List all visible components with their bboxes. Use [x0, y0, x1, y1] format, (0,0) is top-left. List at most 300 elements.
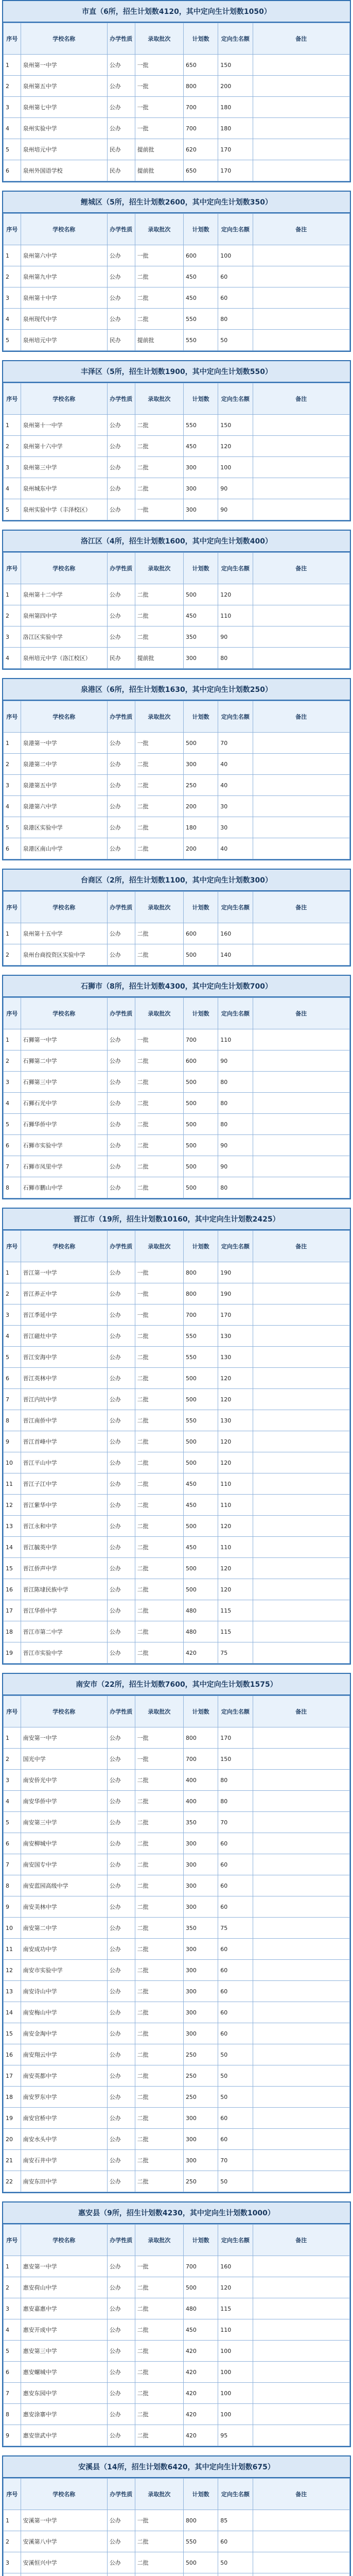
table-row [4, 2150, 350, 2171]
table-cell [253, 1516, 349, 1537]
table-cell: 450 [183, 2319, 218, 2341]
table-cell: 5 [4, 1114, 21, 1135]
table-cell: 180 [218, 118, 253, 139]
table-cell: 一批 [135, 1029, 183, 1050]
table-cell [253, 1410, 349, 1431]
table-cell: 160 [218, 2256, 253, 2277]
table-cell: 7 [4, 1389, 21, 1410]
table-cell: 一批 [135, 245, 183, 266]
table-cell: 二批 [135, 2044, 183, 2065]
table-cell: 晋江安海中学 [21, 1347, 107, 1368]
school-table [3, 891, 350, 965]
column-header: 序号 [4, 998, 21, 1029]
table-cell: 石狮石光中学 [21, 1093, 107, 1114]
table-cell: 二批 [135, 1516, 183, 1537]
school-table [3, 2224, 350, 2446]
table-cell: 一批 [135, 1304, 183, 1326]
table-cell: 4 [4, 1326, 21, 1347]
table-cell: 二批 [135, 1642, 183, 1664]
table-cell: 洛江区实验中学 [21, 626, 107, 648]
table-cell: 惠安第一中学 [21, 2256, 107, 2277]
table-cell: 300 [183, 457, 218, 478]
table-cell [253, 499, 349, 520]
table-cell: 6 [4, 1833, 21, 1854]
table-cell: 80 [218, 1072, 253, 1093]
table-cell: 2 [4, 1050, 21, 1072]
table-cell: 40 [218, 775, 253, 796]
table-cell: 民办 [107, 160, 135, 181]
table-cell: 南安梅山中学 [21, 2002, 107, 2023]
table-cell: 7 [4, 1156, 21, 1177]
table-cell: 80 [218, 1093, 253, 1114]
table-cell: 二批 [135, 1368, 183, 1389]
table-cell: 700 [183, 97, 218, 118]
table-cell: 提前批 [135, 139, 183, 160]
table-row [4, 1770, 350, 1791]
table-row [4, 775, 350, 796]
table-cell: 二批 [135, 838, 183, 859]
column-header: 录取批次 [135, 1696, 183, 1727]
table-cell: 南安成功中学 [21, 1939, 107, 1960]
table-cell: 800 [183, 2510, 218, 2531]
table-cell: 泉州培元中学 [21, 330, 107, 351]
column-header: 学校名称 [21, 892, 107, 923]
table-cell: 500 [183, 1558, 218, 1579]
table-cell: 二批 [135, 1072, 183, 1093]
table-body [4, 55, 350, 181]
table-cell: 180 [183, 817, 218, 838]
table-cell: 南安石井中学 [21, 2150, 107, 2171]
table-cell: 二批 [135, 436, 183, 457]
table-cell: 公办 [107, 1896, 135, 1918]
table-cell: 60 [218, 2002, 253, 2023]
table-cell: 40 [218, 838, 253, 859]
table-cell: 二批 [135, 1156, 183, 1177]
table-cell: 晋江南侨中学 [21, 1410, 107, 1431]
table-cell: 南安美林中学 [21, 1896, 107, 1918]
table-cell: 2 [4, 605, 21, 626]
column-header: 计划数 [183, 998, 218, 1029]
column-header: 定向生名额 [218, 892, 253, 923]
column-header: 办学性质 [107, 1696, 135, 1727]
table-cell: 安溪第一中学 [21, 2510, 107, 2531]
table-cell: 公办 [107, 2383, 135, 2404]
table-cell: 晋江市实验中学 [21, 1642, 107, 1664]
table-cell: 4 [4, 1093, 21, 1114]
column-header: 录取批次 [135, 2225, 183, 2256]
table-cell: 二批 [135, 1875, 183, 1896]
table-cell: 公办 [107, 1347, 135, 1368]
table-cell [253, 309, 349, 330]
table-cell: 公办 [107, 2510, 135, 2531]
table-cell: 公办 [107, 733, 135, 754]
table-body [4, 923, 350, 965]
table-cell: 60 [218, 1939, 253, 1960]
table-cell: 10 [4, 1452, 21, 1473]
table-cell: 公办 [107, 1833, 135, 1854]
table-cell [253, 1896, 349, 1918]
column-header: 备注 [253, 23, 349, 55]
table-cell: 12 [4, 1495, 21, 1516]
table-cell: 二批 [135, 1981, 183, 2002]
column-header: 定向生名额 [218, 701, 253, 733]
table-cell: 60 [218, 1875, 253, 1896]
table-cell: 二批 [135, 796, 183, 817]
table-cell: 1 [4, 1029, 21, 1050]
table-cell: 公办 [107, 1072, 135, 1093]
column-header: 序号 [4, 214, 21, 245]
table-cell: 泉州实验中学（丰泽校区） [21, 499, 107, 520]
table-cell: 公办 [107, 1875, 135, 1896]
table-cell [253, 2425, 349, 2446]
table-cell: 60 [218, 1896, 253, 1918]
table-cell: 22 [4, 2171, 21, 2192]
table-cell: 晋江平山中学 [21, 1452, 107, 1473]
table-cell [253, 1770, 349, 1791]
table-cell: 80 [218, 309, 253, 330]
column-header: 办学性质 [107, 998, 135, 1029]
table-row [4, 1833, 350, 1854]
table-cell: 二批 [135, 923, 183, 944]
column-header: 学校名称 [21, 214, 107, 245]
table-cell: 100 [218, 2362, 253, 2383]
table-body [4, 245, 350, 351]
table-cell: 惠安崇武中学 [21, 2425, 107, 2446]
table-cell: 4 [4, 648, 21, 669]
table-row [4, 245, 350, 266]
table-cell: 550 [183, 309, 218, 330]
table-cell: 二批 [135, 584, 183, 605]
table-cell: 3 [4, 2552, 21, 2573]
table-row [4, 2298, 350, 2319]
table-row [4, 817, 350, 838]
table-cell: 8 [4, 1875, 21, 1896]
table-cell: 二批 [135, 1939, 183, 1960]
table-cell: 泉州第七中学 [21, 97, 107, 118]
table-cell: 晋江英林中学 [21, 1368, 107, 1389]
table-cell: 300 [183, 2129, 218, 2150]
table-cell: 5 [4, 1347, 21, 1368]
table-cell [253, 1875, 349, 1896]
table-cell: 公办 [107, 1621, 135, 1642]
column-header: 序号 [4, 383, 21, 415]
table-cell: 620 [183, 139, 218, 160]
table-cell: 18 [4, 1621, 21, 1642]
table-row [4, 1177, 350, 1198]
table-cell: 70 [218, 1812, 253, 1833]
table-cell: 130 [218, 1326, 253, 1347]
column-header: 备注 [253, 2479, 349, 2510]
school-table [3, 213, 350, 351]
table-cell [253, 415, 349, 436]
table-cell: 5 [4, 1812, 21, 1833]
column-header: 定向生名额 [218, 553, 253, 584]
table-row [4, 1389, 350, 1410]
table-cell: 公办 [107, 97, 135, 118]
column-header: 定向生名额 [218, 2479, 253, 2510]
table-cell: 4 [4, 309, 21, 330]
column-header: 录取批次 [135, 553, 183, 584]
table-cell: 2 [4, 76, 21, 97]
district-section [2, 1673, 351, 2193]
column-header: 备注 [253, 998, 349, 1029]
table-cell [253, 1727, 349, 1749]
table-cell: 晋江季延中学 [21, 1304, 107, 1326]
table-row [4, 2002, 350, 2023]
table-cell: 公办 [107, 1135, 135, 1156]
column-header: 序号 [4, 553, 21, 584]
table-cell: 4 [4, 478, 21, 499]
table-row [4, 923, 350, 944]
table-cell: 500 [183, 1368, 218, 1389]
table-cell [253, 160, 349, 181]
table-cell: 500 [183, 584, 218, 605]
section-title: 丰泽区（5所，招生计划数1900，其中定向生计划数550） [3, 361, 350, 383]
column-header: 办学性质 [107, 23, 135, 55]
table-cell: 泉州城东中学 [21, 478, 107, 499]
table-row [4, 1621, 350, 1642]
district-section [2, 975, 351, 1199]
table-row [4, 584, 350, 605]
table-cell: 650 [183, 55, 218, 76]
table-cell: 晋江毓英中学 [21, 1537, 107, 1558]
table-cell: 公办 [107, 1262, 135, 1283]
table-cell: 一批 [135, 499, 183, 520]
table-cell: 85 [218, 2510, 253, 2531]
table-cell: 公办 [107, 478, 135, 499]
table-cell: 二批 [135, 1389, 183, 1410]
table-row [4, 1114, 350, 1135]
table-cell: 二批 [135, 1600, 183, 1621]
table-cell [253, 584, 349, 605]
table-cell: 15 [4, 2023, 21, 2044]
table-cell: 115 [218, 1621, 253, 1642]
table-cell [253, 478, 349, 499]
table-cell: 5 [4, 139, 21, 160]
table-cell: 500 [183, 1389, 218, 1410]
district-section [2, 360, 351, 521]
table-cell: 100 [218, 457, 253, 478]
table-cell: 二批 [135, 754, 183, 775]
table-cell: 160 [218, 923, 253, 944]
table-cell: 150 [218, 55, 253, 76]
table-cell: 550 [183, 1326, 218, 1347]
table-row [4, 2552, 350, 2573]
column-header: 学校名称 [21, 2225, 107, 2256]
table-cell: 公办 [107, 1770, 135, 1791]
table-row [4, 1368, 350, 1389]
column-header: 办学性质 [107, 1231, 135, 1262]
header-row [4, 998, 350, 1029]
column-header: 备注 [253, 1231, 349, 1262]
district-section [2, 2201, 351, 2447]
column-header: 计划数 [183, 23, 218, 55]
column-header: 定向生名额 [218, 214, 253, 245]
table-cell: 晋江磁灶中学 [21, 1326, 107, 1347]
column-header: 序号 [4, 2479, 21, 2510]
table-row [4, 1960, 350, 1981]
table-cell: 120 [218, 1368, 253, 1389]
table-cell: 2 [4, 1283, 21, 1304]
table-cell: 700 [183, 118, 218, 139]
table-cell: 4 [4, 118, 21, 139]
table-cell: 二批 [135, 1833, 183, 1854]
table-cell [253, 2171, 349, 2192]
table-cell [253, 626, 349, 648]
table-cell: 提前批 [135, 648, 183, 669]
table-row [4, 648, 350, 669]
column-header: 学校名称 [21, 383, 107, 415]
table-cell [253, 1812, 349, 1833]
table-cell: 95 [218, 2425, 253, 2446]
table-cell: 600 [183, 1050, 218, 1072]
table-cell: 公办 [107, 1537, 135, 1558]
table-row [4, 1156, 350, 1177]
table-cell: 1 [4, 415, 21, 436]
column-header: 学校名称 [21, 553, 107, 584]
column-header: 学校名称 [21, 701, 107, 733]
table-cell [218, 2573, 253, 2576]
section-title: 安溪县（14所，招生计划数6420，其中定向生计划数675） [3, 2456, 350, 2478]
table-cell: 300 [183, 1960, 218, 1981]
table-cell [253, 775, 349, 796]
table-row [4, 309, 350, 330]
table-cell: 民办 [107, 330, 135, 351]
table-cell: 90 [218, 1156, 253, 1177]
table-cell [253, 1981, 349, 2002]
table-cell: 安溪第八中学 [21, 2531, 107, 2552]
table-cell: 550 [183, 415, 218, 436]
table-cell: 300 [183, 648, 218, 669]
table-cell: 一批 [135, 1727, 183, 1749]
table-cell: 二批 [135, 1621, 183, 1642]
table-cell [253, 1389, 349, 1410]
table-cell: 15 [4, 1558, 21, 1579]
table-cell: 480 [183, 1621, 218, 1642]
table-row [4, 266, 350, 287]
table-cell: 60 [218, 1854, 253, 1875]
table-cell: 120 [218, 1431, 253, 1452]
table-cell: 公办 [107, 1981, 135, 2002]
table-cell: 300 [183, 1939, 218, 1960]
table-cell: 450 [183, 1473, 218, 1495]
table-cell: 二批 [135, 1918, 183, 1939]
table-cell: 公办 [107, 2023, 135, 2044]
table-cell: 公办 [107, 775, 135, 796]
table-cell: 120 [218, 1389, 253, 1410]
table-cell [253, 97, 349, 118]
table-cell: 公办 [107, 1939, 135, 1960]
table-cell: 南安诗山中学 [21, 1981, 107, 2002]
table-cell: 2 [4, 2531, 21, 2552]
table-cell: 公办 [107, 584, 135, 605]
table-cell: 19 [4, 2108, 21, 2129]
table-cell [253, 1600, 349, 1621]
table-cell: 80 [218, 1177, 253, 1198]
table-cell: 二批 [135, 2065, 183, 2087]
table-cell: 150 [218, 415, 253, 436]
table-cell [253, 1579, 349, 1600]
column-header: 定向生名额 [218, 2225, 253, 2256]
table-cell [253, 2383, 349, 2404]
table-row [4, 457, 350, 478]
table-cell: 公办 [107, 415, 135, 436]
table-cell [253, 1093, 349, 1114]
table-cell: 170 [218, 160, 253, 181]
table-row [4, 139, 350, 160]
table-cell [253, 2573, 349, 2576]
table-row [4, 2383, 350, 2404]
table-cell: 二批 [135, 1558, 183, 1579]
table-cell: 公办 [107, 2531, 135, 2552]
table-cell: 南安华侨中学 [21, 1791, 107, 1812]
table-cell: 公办 [107, 55, 135, 76]
table-cell: 115 [218, 2298, 253, 2319]
table-cell: 180 [218, 97, 253, 118]
table-cell: 100 [218, 2404, 253, 2425]
table-cell: 二批 [135, 2319, 183, 2341]
table-cell: 公办 [107, 605, 135, 626]
school-table [3, 23, 350, 181]
table-cell [253, 1791, 349, 1812]
table-row [4, 97, 350, 118]
column-header: 序号 [4, 2225, 21, 2256]
table-row [4, 499, 350, 520]
column-header: 录取批次 [135, 214, 183, 245]
table-cell: 民办 [107, 648, 135, 669]
header-row [4, 214, 350, 245]
table-cell: 5 [4, 330, 21, 351]
table-cell: 公办 [107, 2065, 135, 2087]
table-row [4, 1135, 350, 1156]
table-cell: 二批 [135, 1114, 183, 1135]
table-cell: 公办 [107, 2404, 135, 2425]
table-cell: 90 [218, 1050, 253, 1072]
table-cell: 泉州第四中学 [21, 605, 107, 626]
table-cell: 9 [4, 1896, 21, 1918]
table-cell: 450 [183, 436, 218, 457]
table-body [4, 2510, 350, 2576]
table-cell: 300 [183, 2002, 218, 2023]
table-cell: 二批 [135, 2087, 183, 2108]
table-row [4, 1896, 350, 1918]
table-cell: 6 [4, 838, 21, 859]
table-cell [253, 2277, 349, 2298]
column-header: 备注 [253, 383, 349, 415]
table-cell: 二批 [135, 287, 183, 309]
table-cell: 二批 [135, 1537, 183, 1558]
table-row [4, 1050, 350, 1072]
table-cell: 800 [183, 1727, 218, 1749]
table-cell: 250 [183, 2044, 218, 2065]
table-cell: 1 [4, 1727, 21, 1749]
table-cell: 1 [4, 733, 21, 754]
table-row [4, 2404, 350, 2425]
table-cell: 1 [4, 1262, 21, 1283]
table-cell: 公办 [107, 1326, 135, 1347]
table-body [4, 733, 350, 859]
table-cell: 60 [218, 2129, 253, 2150]
table-head [4, 892, 350, 923]
table-cell: 60 [218, 1833, 253, 1854]
table-cell: 11 [4, 1939, 21, 1960]
table-cell [253, 1304, 349, 1326]
header-row [4, 701, 350, 733]
table-cell [253, 1283, 349, 1304]
table-cell: 二批 [135, 626, 183, 648]
table-cell: 泉州台商投资区实验中学 [21, 944, 107, 965]
table-cell: 450 [183, 266, 218, 287]
